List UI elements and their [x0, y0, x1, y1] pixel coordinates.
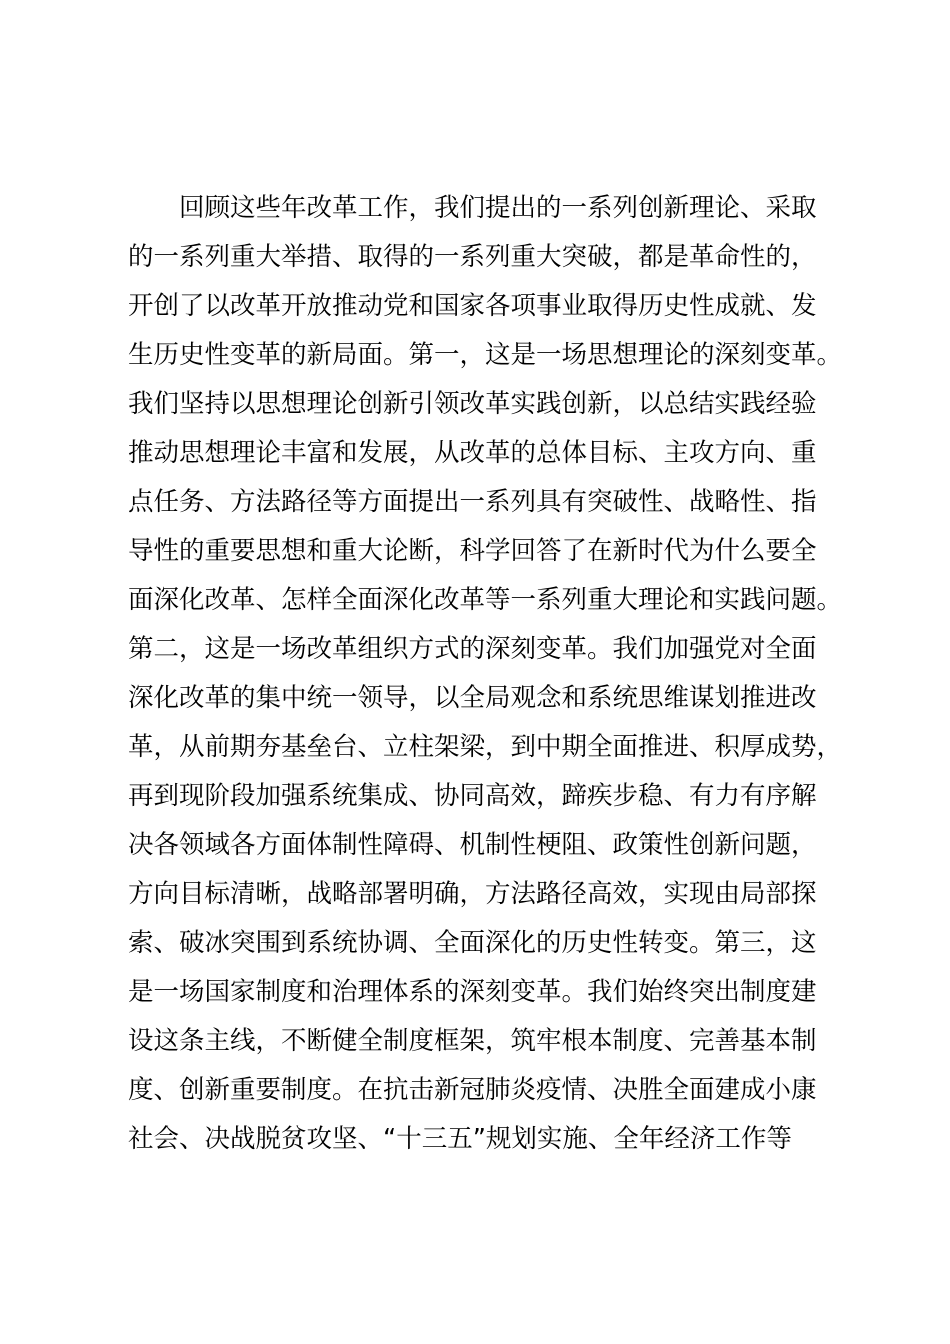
paragraph-line: 索、破冰突围到系统协调、全面深化的历史性转变。第三，这 [128, 928, 817, 958]
paragraph-line: 设这条主线，不断健全制度框架，筑牢根本制度、完善基本制 [128, 1026, 817, 1056]
paragraph-line: 方向目标清晰，战略部署明确，方法路径高效，实现由局部探 [128, 879, 817, 909]
paragraph-line: 开创了以改革开放推动党和国家各项事业取得历史性成就、发 [128, 291, 817, 321]
paragraph-line: 度、创新重要制度。在抗击新冠肺炎疫情、决胜全面建成小康 [128, 1075, 817, 1105]
paragraph-line: 再到现阶段加强系统集成、协同高效，蹄疾步稳、有力有序解 [128, 781, 817, 811]
paragraph-line: 回顾这些年改革工作，我们提出的一系列创新理论、采取 [179, 193, 817, 223]
paragraph-line: 深化改革的集中统一领导，以全局观念和系统思维谋划推进改 [128, 683, 817, 713]
paragraph-line: 生历史性变革的新局面。第一，这是一场思想理论的深刻变革。 [128, 340, 843, 370]
paragraph-line: 推动思想理论丰富和发展，从改革的总体目标、主攻方向、重 [128, 438, 817, 468]
paragraph-line: 是一场国家制度和治理体系的深刻变革。我们始终突出制度建 [128, 977, 817, 1007]
paragraph-line: 点任务、方法路径等方面提出一系列具有突破性、战略性、指 [128, 487, 817, 517]
paragraph-line: 导性的重要思想和重大论断，科学回答了在新时代为什么要全 [128, 536, 817, 566]
paragraph-line: 社会、决战脱贫攻坚、“十三五”规划实施、全年经济工作等 [128, 1124, 792, 1154]
paragraph-line: 决各领域各方面体制性障碍、机制性梗阻、政策性创新问题， [128, 830, 817, 860]
paragraph-line: 面深化改革、怎样全面深化改革等一系列重大理论和实践问题。 [128, 585, 843, 615]
paragraph-line: 革，从前期夯基垒台、立柱架梁，到中期全面推进、积厚成势， [128, 732, 843, 762]
paragraph-line: 第二，这是一场改革组织方式的深刻变革。我们加强党对全面 [128, 634, 817, 664]
paragraph-line: 的一系列重大举措、取得的一系列重大突破，都是革命性的， [128, 242, 817, 272]
paragraph-line: 我们坚持以思想理论创新引领改革实践创新，以总结实践经验 [128, 389, 817, 419]
body-paragraph [128, 184, 848, 1164]
